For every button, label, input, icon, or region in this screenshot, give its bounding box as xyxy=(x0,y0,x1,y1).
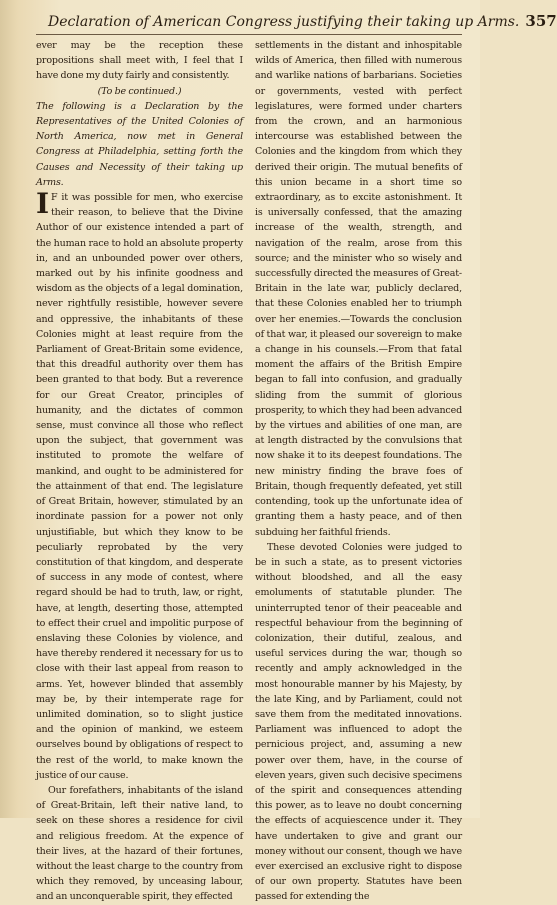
declaration-paragraph-1 xyxy=(36,187,243,783)
right-column xyxy=(255,38,462,905)
continued-text: ever may be the reception these propositions shall meet with, I feel that I have done my duty fairly and consistently. xyxy=(36,40,243,82)
declaration-preamble: The following is a Declaration by the Representatives of the United Colonies of North America, now met in General Congress at Philadelphia, setting forth the Causes and Necessity of their taking up Arms. xyxy=(36,100,243,188)
declaration-paragraph-3: settlements in the distant and inhospitable wilds of America, then filled with numerous and warlike nations of barbarians. Societies or governments, vested with perfect legislatures, were formed under charters from the crown, and an harmonious intercourse was established between the Colonies and the kingdom from which they derived their origin. The mutual benefits of this union became in a short time so extraordinary, as to excite astonishment. It is universally confessed, that the amazing increase of the wealth, strength, and navigation of the realm, arose from this source; and the minister who so wisely and successfully directed the measures of Great-Britain in the late war, publicly declared, that these Colonies enabled her to triumph over her enemies.—Towards the conclusion of that war, it pleased our sovereign to make a change in his counsels.—From that fatal moment the affairs of the British Empire began to fall into confusion, and gradually sliding from the summit of glorious prosperity, to which they had been advanced by the virtues and abilities of one man, are at length distracted by the convulsions that now shake it to its deepest foundations. The new ministry finding the brave foes of Britain, though frequently defeated, yet still contending, took up the unfortunate idea of granting them a hasty peace, and of then subduing her faithful friends. xyxy=(255,40,462,538)
page-number: 357 xyxy=(525,12,557,30)
drop-cap: I xyxy=(36,187,49,221)
declaration-paragraph-2: Our forefathers, inhabitants of the island of Great-Britain, left their native land, to seek on these shores a residence for civil and religious freedom. At the expence of their lives, at the hazard of their fortunes, without the least charge to the country from which they removed, by unceasing labour, and an unconquerable spirit, they effected xyxy=(36,784,243,903)
declaration-paragraph-4: These devoted Colonies were judged to be in such a state, as to present victories without bloodshed, and all the easy emoluments of statutable plunder. The uninterrupted tenor of their peaceable and respectful behaviour from the beginning of colonization, their dutiful, zealous, and useful services during the war, though so recently and amply acknowledged in the most honourable manner by his Majesty, by the late King, and by Parliament, could not save them from the meditated innovations. Parliament was influenced to adopt the pernicious project, and, assuming a new power over them, have, in the course of eleven years, given such decisive specimens of the spirit and consequences attending this power, as to leave no doubt concerning the effects of acquiescence under it. They have undertaken to give and grant our money without our consent, though we have ever exercised an exclusive right to dispose of our own property. Statutes have been passed for extending the xyxy=(255,541,462,903)
running-title: Declaration of American Congress justifying their taking up Arms. xyxy=(48,14,520,30)
declaration-paragraph-1-text: F it was possible for men, who exercise their reason, to believe that the Divine Author of our existence intended a part of the human race to hold an absolute property in, and an unbounded power over others, marked out by his infinite goodness and wisdom as the objects of a legal domination, never rightfully resistible, however severe and oppressive, the inhabitants of these Colonies might at least require from the Parliament of Great-Britain some evidence, that this dreadful authority over them has been granted to that body. But a reverence for our Great Creator, principles of humanity, and the dictates of common sense, must convince all those who reflect upon the subject, that government was instituted to promote the welfare of mankind, and ought to be administered for the attainment of that end. The legislature of Great Britain, however, stimulated by an inordinate passion for a power not only unjustifiable, but which they know to be peculiarly reprobated by the very constitution of that kingdom, and desperate of success in any mode of contest, where regard should be had to truth, law, or right, have, at length, deserting those, attempted to effect their cruel and impolitic purpose of enslaving these Colonies by violence, and have thereby rendered it necessary for us to close with their last appeal from reason to arms. Yet, however blinded that assembly may be, by their intemperate rage for unlimited domination, so to slight justice and the opinion of mankind, we esteem ourselves bound by obligations of respect to the rest of the world, to make known the justice of our cause. xyxy=(36,192,243,781)
left-column xyxy=(36,38,243,905)
text-columns xyxy=(36,38,462,905)
to-be-continued: (To be continued.) xyxy=(97,85,182,97)
running-header xyxy=(36,12,557,35)
